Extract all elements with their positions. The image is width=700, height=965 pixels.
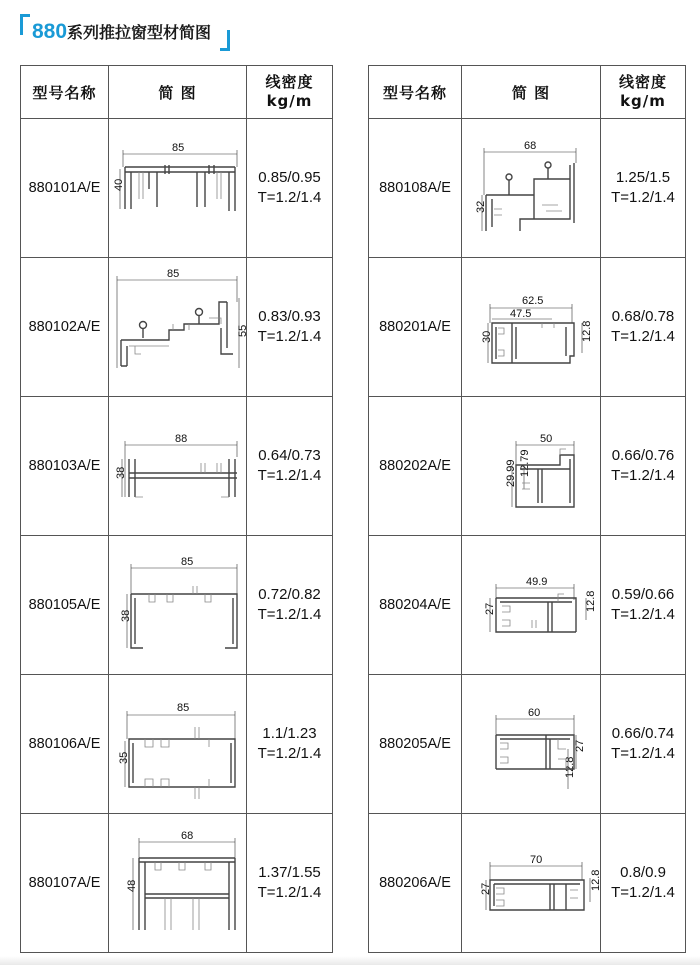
svg-text:38: 38 (120, 609, 132, 622)
model-name: 880108A/E (369, 119, 462, 258)
svg-text:60: 60 (528, 707, 541, 719)
profile-sketch (462, 258, 601, 397)
header-model: 型号名称 (369, 66, 462, 119)
profile-sketch (109, 814, 247, 953)
profile-sketch (462, 536, 601, 675)
table-row (21, 814, 333, 953)
page-title (32, 20, 211, 44)
density-cell: 0.83/0.93 T=1.2/1.4 (247, 258, 333, 397)
profile-sketch (109, 119, 247, 258)
svg-text:88: 88 (175, 433, 188, 445)
density-cell: 1.37/1.55 T=1.2/1.4 (247, 814, 333, 953)
density-cell: 1.25/1.5 T=1.2/1.4 (601, 119, 686, 258)
model-name: 880105A/E (21, 536, 109, 675)
density-cell: 0.72/0.82 T=1.2/1.4 (247, 536, 333, 675)
model-name: 880107A/E (21, 814, 109, 953)
profile-sketch (109, 536, 247, 675)
table-header-row (21, 66, 333, 119)
profile-sketch (109, 258, 247, 397)
svg-text:68: 68 (524, 140, 537, 152)
bottom-fade (0, 956, 700, 965)
header-density: 线密度 kg/m (601, 66, 686, 119)
svg-text:48: 48 (126, 879, 138, 892)
svg-text:85: 85 (172, 142, 185, 154)
density-cell: 1.1/1.23 T=1.2/1.4 (247, 675, 333, 814)
table-header-row (369, 66, 686, 119)
density-cell: 0.59/0.66 T=1.2/1.4 (601, 536, 686, 675)
svg-text:62.5: 62.5 (522, 295, 544, 307)
model-name: 880101A/E (21, 119, 109, 258)
svg-text:68: 68 (181, 830, 194, 842)
svg-text:27: 27 (574, 739, 586, 752)
svg-text:30: 30 (481, 330, 493, 343)
table-row (369, 119, 686, 258)
model-name: 880205A/E (369, 675, 462, 814)
svg-text:40: 40 (113, 178, 125, 191)
right-spec-table (368, 65, 686, 953)
density-cell: 0.66/0.76 T=1.2/1.4 (601, 397, 686, 536)
title-series-number: 880 (32, 20, 68, 43)
svg-text:50: 50 (540, 433, 553, 445)
table-row (21, 397, 333, 536)
svg-text:12.8: 12.8 (581, 320, 593, 342)
model-name: 880202A/E (369, 397, 462, 536)
svg-text:38: 38 (115, 466, 127, 479)
table-row (21, 675, 333, 814)
svg-text:12.79: 12.79 (519, 449, 531, 477)
svg-text:35: 35 (118, 751, 130, 764)
svg-text:85: 85 (181, 556, 194, 568)
svg-text:85: 85 (177, 702, 190, 714)
svg-text:47.5: 47.5 (510, 308, 532, 320)
left-spec-table (20, 65, 333, 953)
svg-text:12.8: 12.8 (585, 590, 597, 612)
table-row (21, 536, 333, 675)
header-model: 型号名称 (21, 66, 109, 119)
svg-text:12.8: 12.8 (564, 756, 576, 778)
svg-text:12.8: 12.8 (590, 869, 602, 891)
svg-text:49.9: 49.9 (526, 576, 548, 588)
table-row (369, 258, 686, 397)
model-name: 880106A/E (21, 675, 109, 814)
title-bracket-top-left (20, 14, 30, 35)
profile-sketch (462, 119, 601, 258)
profile-sketch (462, 675, 601, 814)
svg-text:85: 85 (167, 268, 180, 280)
density-cell: 0.68/0.78 T=1.2/1.4 (601, 258, 686, 397)
profile-sketch (109, 397, 247, 536)
density-cell: 0.85/0.95 T=1.2/1.4 (247, 119, 333, 258)
table-row (21, 119, 333, 258)
model-name: 880201A/E (369, 258, 462, 397)
table-row (369, 397, 686, 536)
profile-sketch (109, 675, 247, 814)
model-name: 880204A/E (369, 536, 462, 675)
profile-sketch (462, 814, 601, 953)
header-density: 线密度 kg/m (247, 66, 333, 119)
table-row (369, 675, 686, 814)
header-sketch: 简 图 (462, 66, 601, 119)
model-name: 880102A/E (21, 258, 109, 397)
model-name: 880103A/E (21, 397, 109, 536)
svg-text:70: 70 (530, 854, 543, 866)
density-cell: 0.8/0.9 T=1.2/1.4 (601, 814, 686, 953)
svg-text:32: 32 (475, 200, 487, 213)
svg-text:29.99: 29.99 (505, 459, 517, 487)
title-text: 系列推拉窗型材简图 (67, 23, 212, 42)
table-row (369, 814, 686, 953)
page-title-block (20, 14, 240, 48)
svg-text:27: 27 (484, 602, 496, 615)
svg-text:27: 27 (480, 882, 492, 895)
title-bracket-bottom-right (220, 30, 230, 51)
model-name: 880206A/E (369, 814, 462, 953)
profile-sketch (462, 397, 601, 536)
header-sketch: 简 图 (109, 66, 247, 119)
table-row (369, 536, 686, 675)
table-row (21, 258, 333, 397)
density-cell: 0.66/0.74 T=1.2/1.4 (601, 675, 686, 814)
svg-text:55: 55 (237, 324, 249, 337)
density-cell: 0.64/0.73 T=1.2/1.4 (247, 397, 333, 536)
